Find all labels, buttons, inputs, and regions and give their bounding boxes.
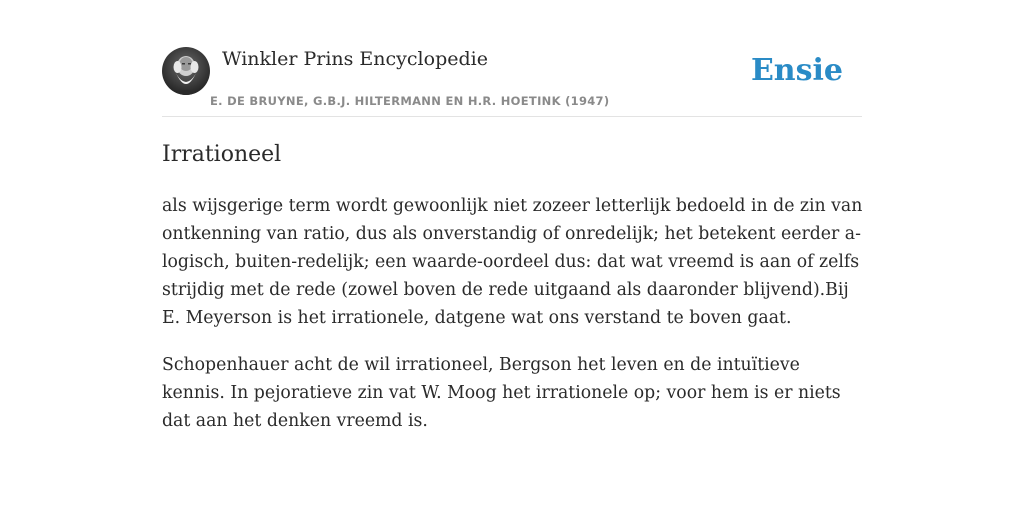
entry-paragraph: Schopenhauer acht de wil irrationeel, Bergson het leven en de intuïtieve kennis. In pejoratieve zin vat W. Moog het irrationele op; voor hem is er niets dat aan het denken vreemd is.: [162, 355, 841, 431]
entry-body: [162, 192, 864, 454]
entry-paragraph: als wijsgerige term wordt gewoonlijk niet zozeer letterlijk bedoeld in de zin van ontkenning van ratio, dus als onverstandig of onredelijk; het betekent eerder a-logisch, buiten-redelijk; een waarde-oordeel dus: dat wat vreemd is aan of zelfs strijdig met de rede (zowel boven de rede uitgaand als daaronder blijvend).Bij E. Meyerson is het irrationele, datgene wat ons verstand te boven gaat.: [162, 196, 863, 328]
entry-headword: Irrationeel: [162, 142, 282, 167]
portrait-icon: [162, 47, 210, 95]
source-title[interactable]: Winkler Prins Encyclopedie: [222, 48, 488, 70]
ensie-logo[interactable]: Ensie: [750, 53, 843, 88]
source-header: [162, 44, 862, 117]
author-avatar: [162, 47, 210, 95]
source-authors: E. DE BRUYNE, G.B.J. HILTERMANN EN H.R. HOETINK (1947): [210, 94, 610, 108]
